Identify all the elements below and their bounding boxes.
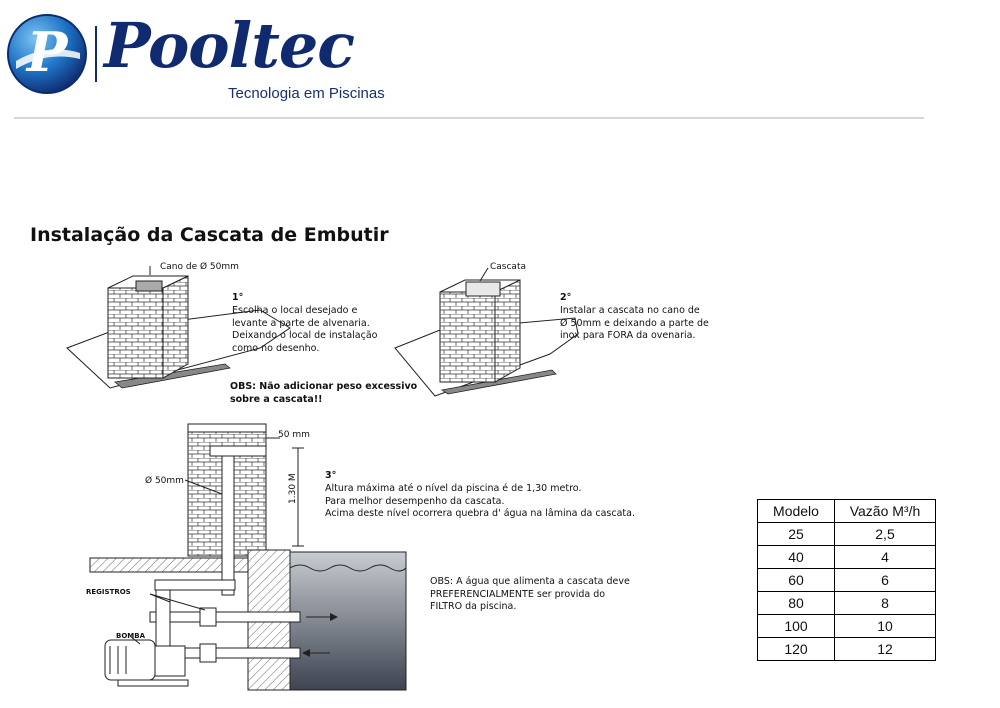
step1-callout: Cano de Ø 50mm bbox=[160, 262, 239, 272]
table-row bbox=[758, 523, 936, 546]
table-row bbox=[758, 615, 936, 638]
table-cell: 2,5 bbox=[835, 523, 936, 546]
page-title: Instalação da Cascata de Embutir bbox=[30, 224, 389, 246]
obs-weight-note: OBS: Não adicionar peso excessivo sobre a cascata!! bbox=[230, 381, 418, 405]
registros-label: REGISTROS bbox=[86, 588, 131, 596]
table-cell: 6 bbox=[835, 569, 936, 592]
step3-drawing bbox=[90, 424, 406, 690]
step1-number: 1° bbox=[232, 292, 244, 303]
pipe-50mm-label: 50 mm bbox=[278, 430, 310, 440]
diameter-label: Ø 50mm bbox=[145, 476, 184, 486]
table-row bbox=[758, 592, 936, 615]
height-label: 1.30 M bbox=[288, 473, 298, 504]
table-row bbox=[758, 569, 936, 592]
table-cell: 40 bbox=[758, 546, 835, 569]
table-row bbox=[758, 546, 936, 569]
brand-name: Pooltec bbox=[104, 9, 355, 82]
table-cell: 100 bbox=[758, 615, 835, 638]
logo-divider bbox=[95, 26, 97, 82]
step1-text: Escolha o local desejado e levante a parte de alvenaria. Deixando o local de instalação como no desenho. bbox=[232, 305, 378, 354]
table-cell: 120 bbox=[758, 638, 835, 661]
bomba-label: BOMBA bbox=[116, 632, 146, 640]
step3-number: 3° bbox=[325, 470, 337, 481]
flow-table bbox=[757, 499, 936, 661]
step2-number: 2° bbox=[560, 292, 572, 303]
table-cell: 8 bbox=[835, 592, 936, 615]
table-cell: 80 bbox=[758, 592, 835, 615]
header-divider bbox=[14, 117, 924, 119]
logo-circle-icon bbox=[6, 13, 88, 95]
table-cell: 10 bbox=[835, 615, 936, 638]
table-cell: 60 bbox=[758, 569, 835, 592]
logo-mark bbox=[6, 13, 88, 95]
column-header-modelo: Modelo bbox=[758, 500, 835, 523]
table-header-row bbox=[758, 500, 936, 523]
table-row bbox=[758, 638, 936, 661]
table-cell: 25 bbox=[758, 523, 835, 546]
obs-filter-note: OBS: A água que alimenta a cascata deve PREFERENCIALMENTE ser provida do FILTRO da piscina. bbox=[430, 576, 630, 612]
step2-callout: Cascata bbox=[490, 262, 526, 272]
table-cell: 12 bbox=[835, 638, 936, 661]
step2-text: Instalar a cascata no cano de Ø 50mm e deixando a parte de inox para FORA da ovenaria. bbox=[560, 305, 709, 341]
column-header-vazao: Vazão M³/h bbox=[835, 500, 936, 523]
logo-letter: P bbox=[26, 20, 68, 84]
step3-text: Altura máxima até o nível da piscina é de 1,30 metro. Para melhor desempenho da cascata. Acima deste nível ocorrera quebra d' água na lâmina da cascata. bbox=[325, 483, 635, 519]
table-cell: 4 bbox=[835, 546, 936, 569]
step2-drawing bbox=[395, 268, 578, 396]
brand-tagline: Tecnologia em Piscinas bbox=[228, 85, 385, 102]
